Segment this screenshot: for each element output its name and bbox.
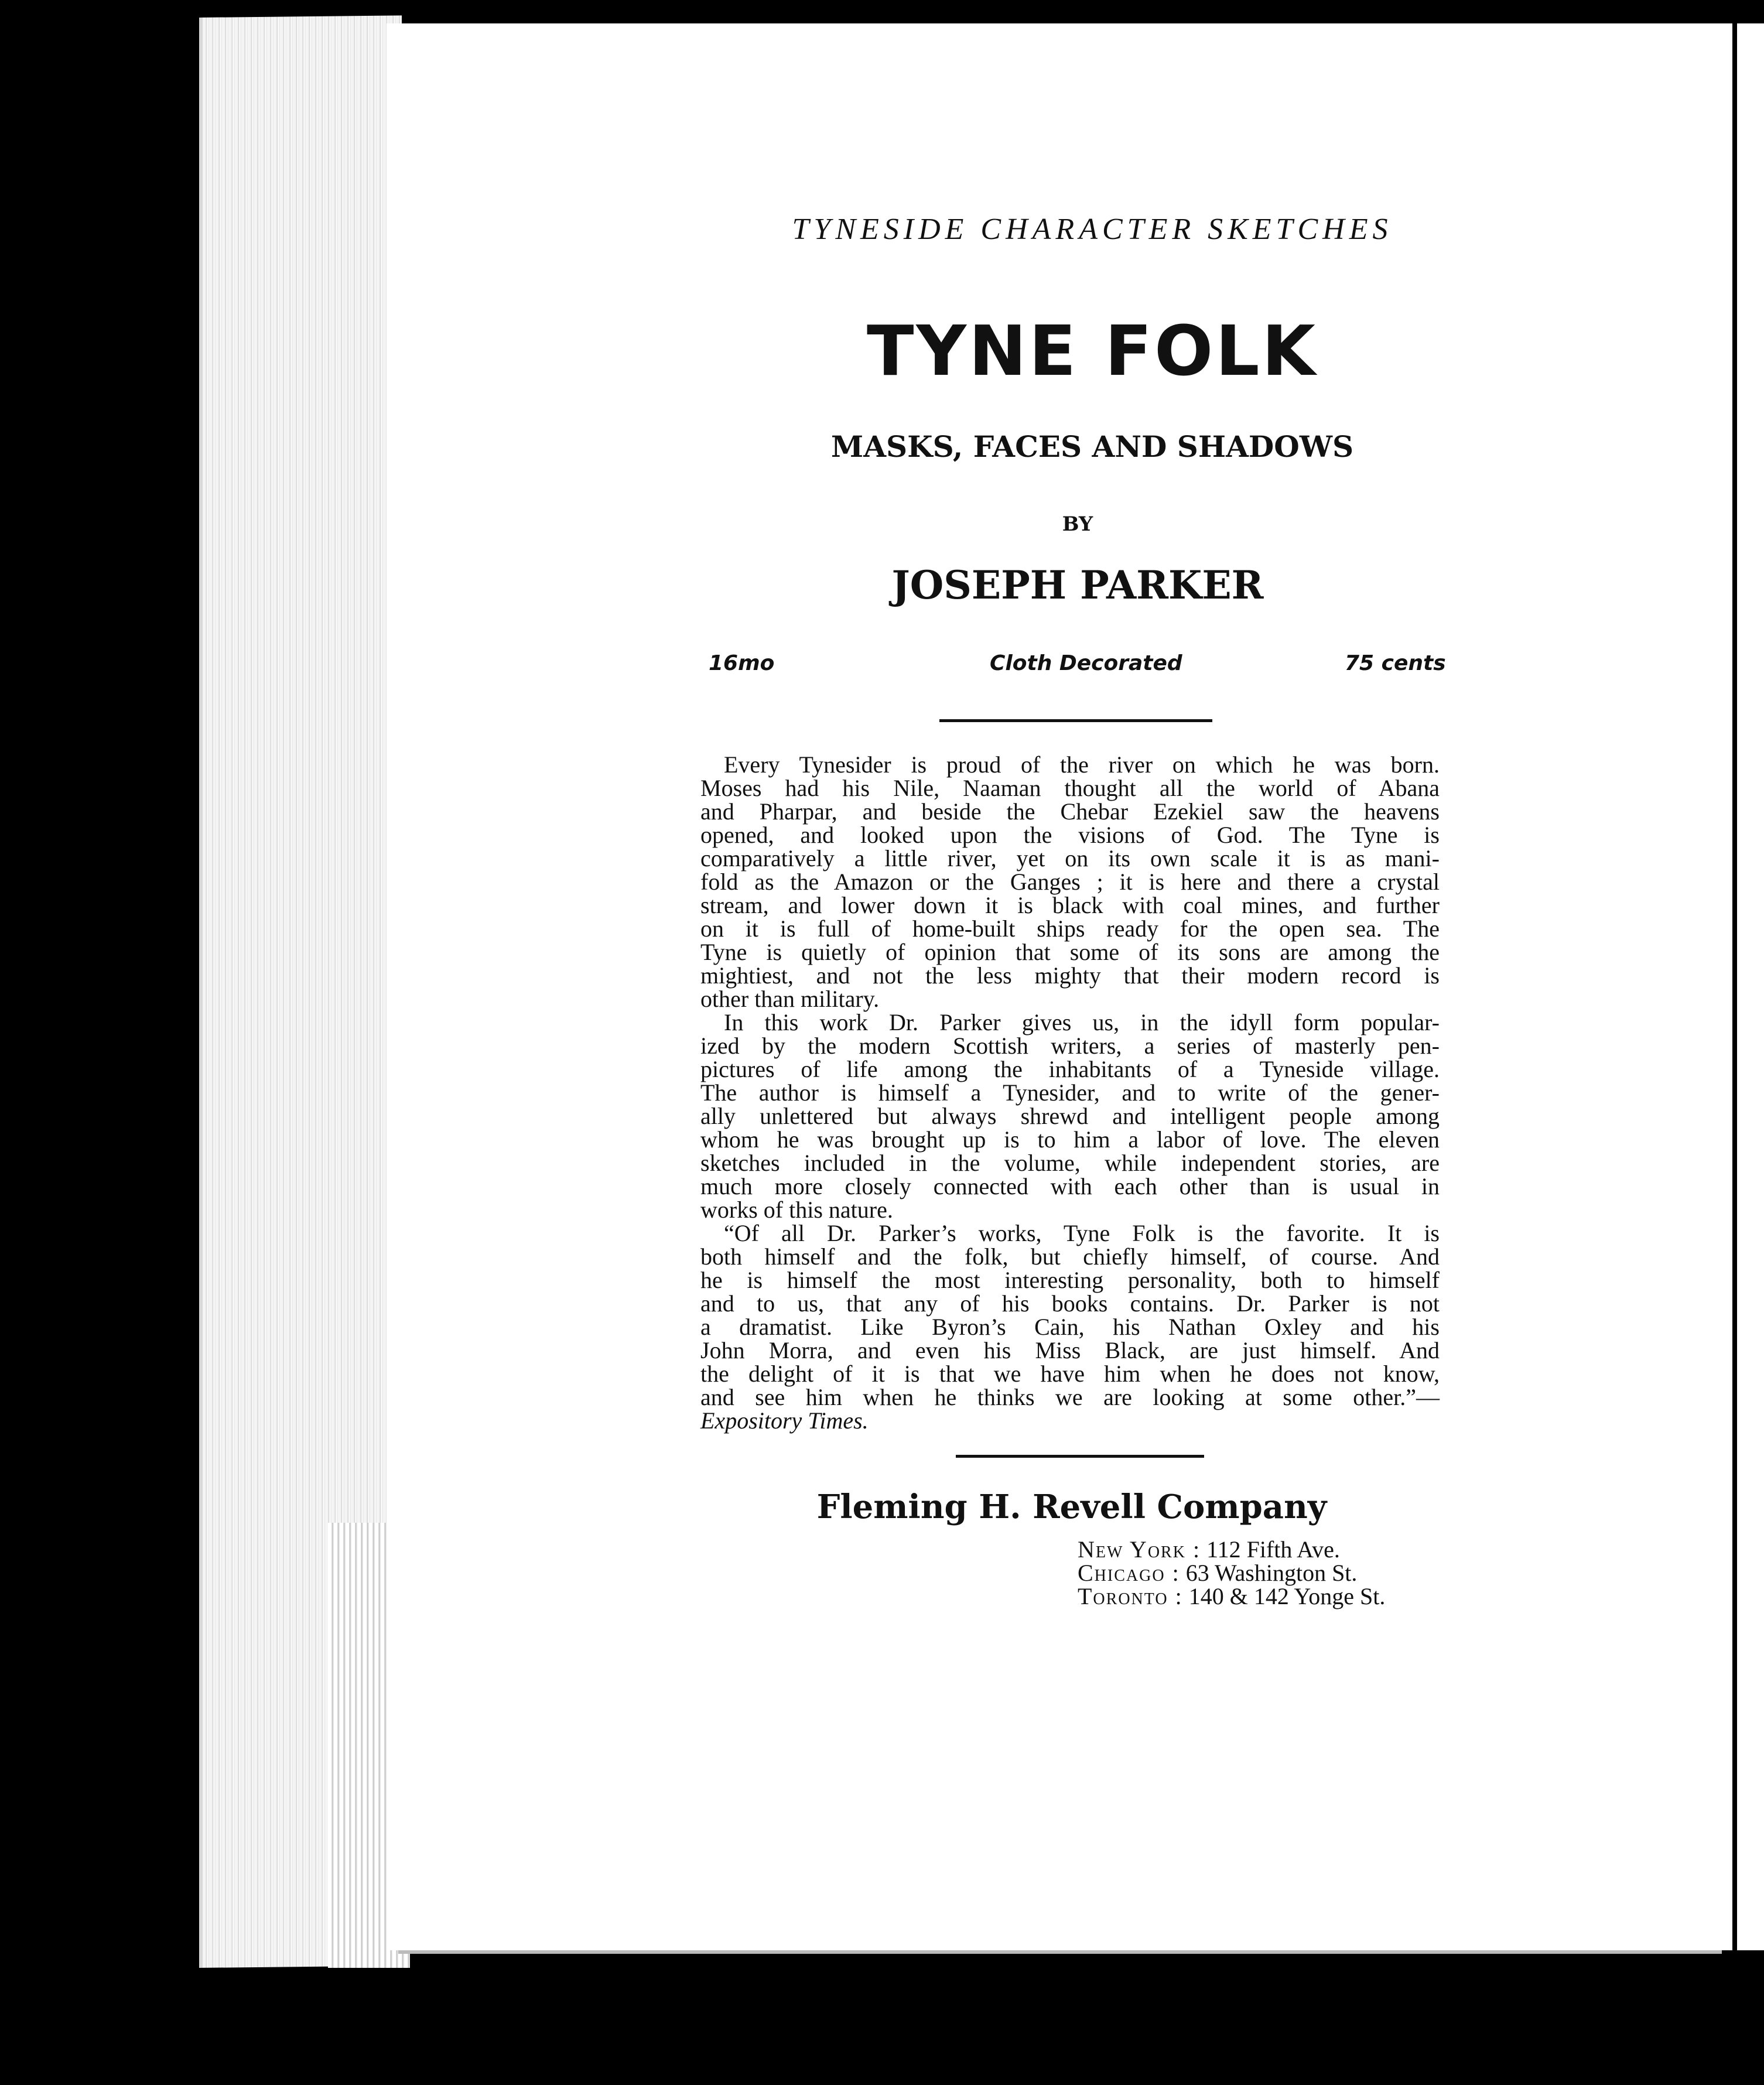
text-line: ized by the modern Scottish writers, a series of masterly pen-	[700, 1033, 1440, 1059]
address-toronto	[1078, 1582, 1385, 1610]
text-line: Every Tynesider is proud of the river on which he was born.	[724, 751, 1440, 778]
text-line: The author is himself a Tynesider, and to write of the gener-	[700, 1079, 1440, 1106]
text-line: John Morra, and even his Miss Black, are just himself. And	[700, 1337, 1440, 1363]
text-line: opened, and looked upon the visions of God. The Tyne is	[700, 822, 1440, 848]
text-line: and Pharpar, and beside the Chebar Ezekiel saw the heavens	[700, 798, 1440, 825]
format-spec: 16mo	[709, 651, 775, 675]
text-line: whom he was brought up is to him a labor of love. The eleven	[700, 1126, 1440, 1153]
author-name: JOSEPH PARKER	[891, 562, 1264, 608]
binding-spec: Cloth Decorated	[990, 651, 1182, 675]
text-line: Moses had his Nile, Naaman thought all the world of Abana	[700, 775, 1440, 801]
publisher-name: Fleming H. Revell Company	[816, 1488, 1327, 1526]
paragraph-1	[700, 753, 1440, 1011]
book-title: TYNE FOLK	[867, 310, 1318, 391]
text-line: on it is full of home-built ships ready for the open sea. The	[700, 915, 1440, 942]
paragraph-2	[700, 1011, 1440, 1222]
page-bottom-edge	[398, 1950, 1722, 1954]
text-line: comparatively a little river, yet on its own scale it is as mani-	[700, 845, 1440, 871]
text-line: pictures of life among the inhabitants of a Tyneside village.	[700, 1056, 1440, 1082]
divider-rule-top	[939, 719, 1212, 722]
text-line: and to us, that any of his books contains. Dr. Parker is not	[700, 1290, 1440, 1317]
text-line: works of this nature.	[700, 1197, 893, 1223]
page-gutter-shadow	[1732, 23, 1737, 1950]
text-line: he is himself the most interesting personality, both to himself	[700, 1267, 1440, 1293]
text-line: a dramatist. Like Byron’s Cain, his Nathan Oxley and his	[700, 1314, 1440, 1340]
text-line: stream, and lower down it is black with coal mines, and further	[700, 892, 1440, 918]
text-line: both himself and the folk, but chiefly himself, of course. And	[700, 1243, 1440, 1270]
book-subtitle: MASKS, FACES AND SHADOWS	[830, 429, 1354, 464]
address-city: Chicago :	[1078, 1560, 1180, 1586]
address-street: 112 Fifth Ave.	[1206, 1536, 1340, 1563]
series-heading: TYNESIDE CHARACTER SKETCHES	[792, 213, 1393, 246]
text-line: In this work Dr. Parker gives us, in the idyll form popular-	[724, 1009, 1440, 1035]
address-city: New York :	[1078, 1536, 1201, 1563]
price-spec: 75 cents	[1345, 651, 1446, 675]
divider-rule-bottom	[956, 1455, 1204, 1458]
quote-attribution: Expository Times.	[700, 1407, 869, 1434]
text-line: Tyne is quietly of opinion that some of its sons are among the	[700, 939, 1440, 965]
text-line: much more closely connected with each other than is usual in	[700, 1173, 1440, 1199]
text-line: fold as the Amazon or the Ganges ; it is here and there a crystal	[700, 869, 1440, 895]
text-line: other than military.	[700, 986, 880, 1012]
text-line: ally unlettered but always shrewd and intelligent people among	[700, 1103, 1440, 1129]
address-city: Toronto :	[1078, 1583, 1183, 1609]
text-line: sketches included in the volume, while independent stories, are	[700, 1150, 1440, 1176]
description-text	[700, 753, 1440, 1433]
paragraph-3	[700, 1222, 1440, 1433]
text-line: and see him when he thinks we are looking at some other.”—	[700, 1384, 1440, 1410]
text-line: the delight of it is that we have him when he does not know,	[700, 1361, 1440, 1387]
by-line: BY	[1062, 512, 1093, 536]
text-line: “Of all Dr. Parker’s works, Tyne Folk is the favorite. It is	[724, 1220, 1440, 1246]
address-street: 140 & 142 Yonge St.	[1188, 1583, 1386, 1609]
address-street: 63 Washington St.	[1185, 1560, 1358, 1586]
text-line: mightiest, and not the less mighty that their modern record is	[700, 962, 1440, 989]
